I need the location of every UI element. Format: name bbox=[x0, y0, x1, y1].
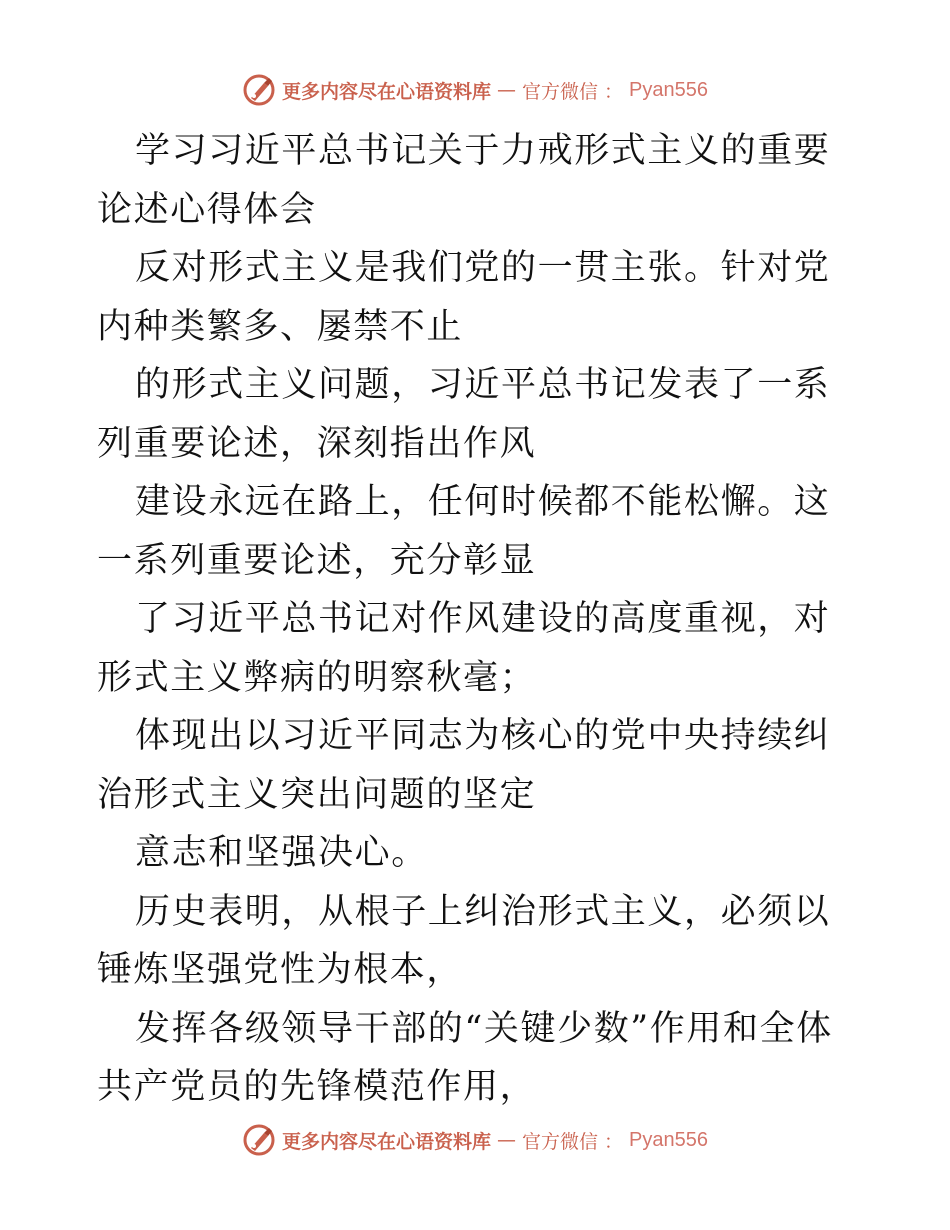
paragraph: 建设永远在路上，任何时候都不能松懈。这一系列重要论述，充分彰显 bbox=[97, 482, 831, 581]
watermark-colon: ： bbox=[604, 1130, 624, 1153]
watermark-official: 官方微信 bbox=[522, 80, 599, 103]
pen-nib-circle-icon bbox=[242, 1123, 276, 1157]
watermark-official: 官方微信 bbox=[522, 1130, 599, 1153]
watermark-colon: ： bbox=[604, 80, 624, 103]
paragraph: 体现出以习近平同志为核心的党中央持续纠治形式主义突出问题的坚定 bbox=[97, 716, 831, 815]
header-watermark bbox=[0, 70, 950, 110]
watermark-wechat-id: Pyan556 bbox=[629, 78, 708, 101]
paragraph: 发挥各级领导干部的“关键少数”作用和全体共产党员的先锋模范作用， bbox=[97, 1008, 833, 1107]
watermark-dash: — bbox=[497, 79, 516, 101]
document-body bbox=[97, 122, 857, 1117]
watermark-wechat-id: Pyan556 bbox=[629, 1128, 708, 1151]
pen-nib-circle-icon bbox=[242, 73, 276, 107]
paragraph: 了习近平总书记对作风建设的高度重视，对形式主义弊病的明察秋毫； bbox=[97, 599, 831, 698]
watermark-brand: 更多内容尽在心语资料库 bbox=[281, 1130, 491, 1153]
document-title: 学习习近平总书记关于力戒形式主义的重要论述心得体会 bbox=[97, 131, 831, 230]
paragraph: 的形式主义问题，习近平总书记发表了一系列重要论述，深刻指出作风 bbox=[97, 365, 831, 464]
footer-watermark bbox=[0, 1120, 950, 1160]
watermark-brand: 更多内容尽在心语资料库 bbox=[281, 80, 491, 103]
paragraph: 反对形式主义是我们党的一贯主张。针对党内种类繁多、屡禁不止 bbox=[97, 248, 831, 347]
paragraph: 历史表明，从根子上纠治形式主义，必须以锤炼坚强党性为根本， bbox=[97, 891, 831, 990]
paragraph: 意志和坚强决心。 bbox=[135, 833, 428, 873]
watermark-dash: — bbox=[497, 1129, 516, 1151]
